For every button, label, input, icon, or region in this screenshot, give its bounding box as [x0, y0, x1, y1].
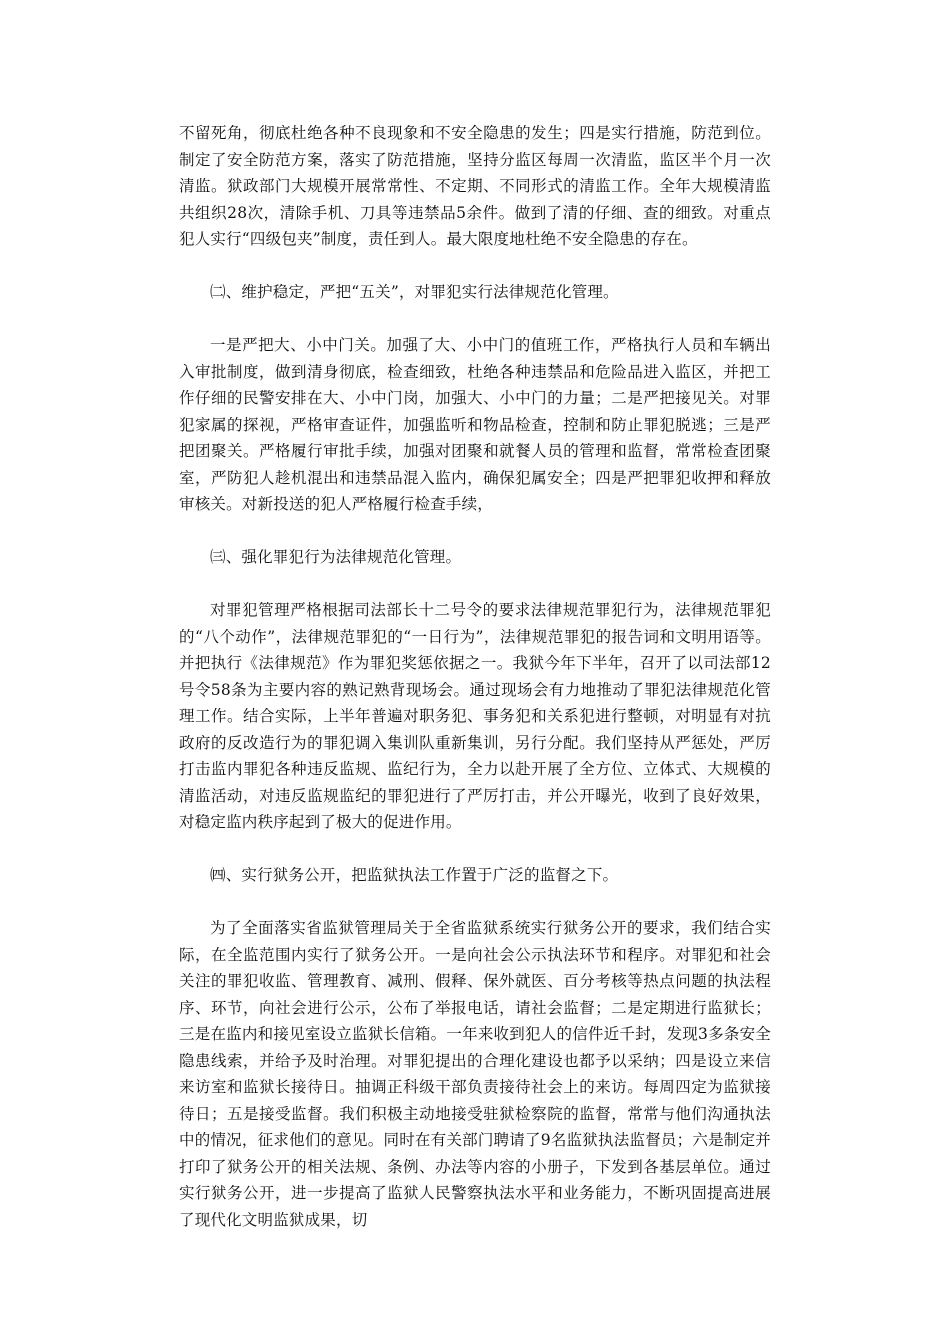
- document-body: [179, 120, 771, 1260]
- body-paragraph-2: 一是严把大、小中门关。加强了大、小中门的值班工作，严格执行人员和车辆出入审批制度，做到清身彻底，检查细致，杜绝各种违禁品和危险品进入监区，并把工作仔细的民警安排在大、小中门岗，加强大、小中门的力量；二是严把接见关。对罪犯家属的探视，严格审查证件，加强监听和物品检查，控制和防止罪犯脱逃；三是严把团聚关。严格履行审批手续，加强对团聚和就餐人员的管理和监督，常常检查团聚室，严防犯人趁机混出和违禁品混入监内，确保犯属安全；四是严把罪犯收押和释放审核关。对新投送的犯人严格履行检查手续，: [179, 336, 771, 513]
- body-paragraph-1: 不留死角，彻底杜绝各种不良现象和不安全隐患的发生；四是实行措施，防范到位。制定了安全防范方案，落实了防范措施，坚持分监区每周一次清监，监区半个月一次清监。狱政部门大规模开展常常性、不定期、不同形式的清监工作。全年大规模清监共组织28次，清除手机、刀具等违禁品5余件。做到了清的仔细、查的细致。对重点犯人实行“四级包夹”制度，责任到人。最大限度地杜绝不安全隐患的存在。: [179, 124, 771, 248]
- body-paragraph-3: 对罪犯管理严格根据司法部长十二号令的要求法律规范罪犯行为，法律规范罪犯的“八个动作”，法律规范罪犯的“一日行为”，法律规范罪犯的报告词和文明用语等。并把执行《法律规范》作为罪犯奖惩依据之一。我狱今年下半年，召开了以司法部12号令58条为主要内容的熟记熟背现场会。通过现场会有力地推动了罪犯法律规范化管理工作。结合实际，上半年普遍对职务犯、事务犯和关系犯进行整顿，对明显有对抗政府的反改造行为的罪犯调入集训队重新集训，另行分配。我们坚持从严惩处，严厉打击监内罪犯各种违反监规、监纪行为，全力以赴开展了全方位、立体式、大规模的清监活动，对违反监规监纪的罪犯进行了严厉打击，并公开曝光，收到了良好效果，对稳定监内秩序起到了极大的促进作用。: [179, 601, 771, 831]
- body-paragraph-4: 为了全面落实省监狱管理局关于全省监狱系统实行狱务公开的要求，我们结合实际，在全监范围内实行了狱务公开。一是向社会公示执法环节和程序。对罪犯和社会关注的罪犯收监、管理教育、减刑、假释、保外就医、百分考核等热点问题的执法程序、环节，向社会进行公示，公布了举报电话，请社会监督；二是定期进行监狱长；三是在监内和接见室设立监狱长信箱。一年来收到犯人的信件近千封，发现3多条安全隐患线索，并给予及时治理。对罪犯提出的合理化建设也都予以采纳；四是设立来信来访室和监狱长接待日。抽调正科级干部负责接待社会上的来访。每周四定为监狱接待日；五是接受监督。我们积极主动地接受驻狱检察院的监督，常常与他们沟通执法中的情况，征求他们的意见。同时在有关部门聘请了9名监狱执法监督员；六是制定并打印了狱务公开的相关法规、条例、办法等内容的小册子，下发到各基层单位。通过实行狱务公开，进一步提高了监狱人民警察执法水平和业务能力，不断巩固提高进展了现代化文明监狱成果，切: [179, 919, 771, 1229]
- section-heading-2: ㈡、维护稳定，严把“五关”，对罪犯实行法律规范化管理。: [210, 283, 619, 301]
- section-heading-4: ㈣、实行狱务公开，把监狱执法工作置于广泛的监督之下。: [210, 866, 619, 884]
- section-heading-3: ㈢、强化罪犯行为法律规范化管理。: [210, 548, 462, 566]
